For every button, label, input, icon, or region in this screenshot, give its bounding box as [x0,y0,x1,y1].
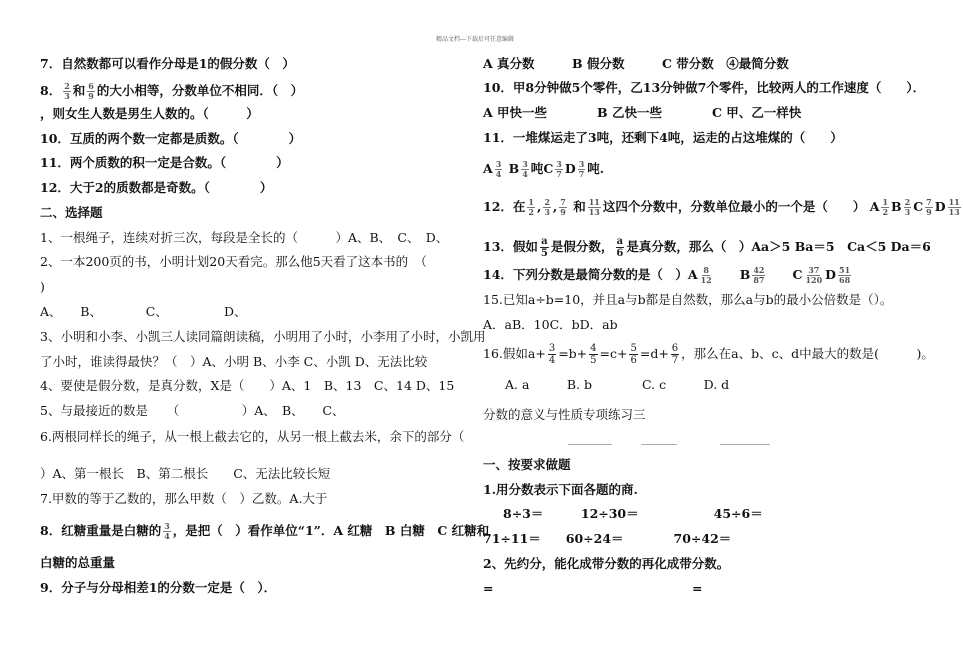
right-q11: 11．一堆煤运走了3吨，还剩下4吨，运走的占这堆煤的（ ） [483,130,843,145]
choice-q2-options: A、 B、 C、 D、 [40,304,247,319]
q12-and: 和 [573,199,586,214]
right-q16 [483,343,934,366]
option-letter: C [543,161,554,176]
fraction: $\frac{11}{13}$ [948,197,960,217]
fraction: $\frac{7}{9}$ [560,197,566,217]
option-letter: A [483,161,493,176]
q13-options: 是真分数，那么（ ）Aa＞5 Ba＝5 Ca＜5 Da＝6 [626,239,931,254]
fraction: $\frac{8}{12}$ [700,265,712,285]
task-2-title: 2、先约分，能化成带分数的再化成带分数。 [483,556,730,571]
choice-q2: 2、一本200页的书，小明计划20天看完。那么他5天看了这本书的 （ [40,254,427,269]
right-q13 [483,236,931,259]
unit-text: 吨 [530,161,544,176]
option-letter: C [913,199,924,214]
q12-prefix: 12．在 [483,199,526,214]
left-q9-continuation: ，则女生人数是男生人数的。（ ） [40,106,259,121]
choice-q5: 5、与最接近的数是 （ ）A、 B、 C、 [40,403,345,418]
choice-q3-line2: 了小时，谁读得最快？（ ）A、小明 B、小李 C、小凯 D、无法比较 [40,354,428,369]
fraction: $\frac{2}{3}$ [544,197,550,217]
fraction: $\frac{11}{13}$ [588,197,600,217]
q14-text: 14．下列分数是最简分数的是（ ）A [483,267,698,282]
choice-q9: 9．分子与分母相差1的分数一定是（ ）． [40,580,277,595]
equals-sign: = [692,581,703,596]
option-letter: D [825,267,836,282]
unit-text: 吨. [587,161,605,176]
fraction: $\frac{5}{6}$ [630,343,637,366]
q12-text: 这四个分数中，分数单位最小的一个是（ ） [602,199,866,214]
right-q9-options: A 真分数 B 假分数 C 带分数 ④最简分数 [483,56,789,71]
q8-prefix: 8． [40,83,62,98]
option-letter: B [739,267,751,282]
option-letter: C [792,267,803,282]
left-q10: 10．互质的两个数一定都是质数。（ ） [40,131,302,146]
task-1-title: 1.用分数表示下面各题的商. [483,482,638,497]
q16-term: =d+ [639,346,669,361]
fraction: $\frac{6}{7}$ [671,343,679,366]
choice-q6-line1: 6.两根同样长的绳子，从一根上截去它的，从另一根上截去米，余下的部分（ [40,429,465,444]
fraction: $\frac{4}{5}$ [590,343,597,366]
q13-prefix: 13．假如 [483,239,538,254]
q16-term: =c+ [599,346,628,361]
right-q10-options: A 甲快一些 B 乙快一些 C 甲、乙一样快 [483,105,802,120]
fraction: $\frac{51}{68}$ [839,265,851,285]
c8-prefix: 8．红糖重量是白糖的 [40,523,162,538]
section-title-tasks: 一、按要求做题 [483,457,571,472]
option-letter: B [891,199,902,214]
fraction: $\frac{1}{2}$ [882,197,889,217]
right-q12: 12．在 $\frac{1}{2}$ , $\frac{2}{3}$ , $\frac{7}{9}$ 和 $\frac{11}{13}$ 这四个分数中，分数单位最小的一个是（ ） A $\frac{1}{2}$ B $\frac{2}{3}$ C $\frac{7}{9}$ D $\frac{11}{13}$ [483,197,960,217]
choice-q4: 4、要使是假分数，是真分数，X是（ ）A、1 B、13 C、14 D、15 [40,378,455,393]
right-q15-options: A．aB．10C．bD．ab [483,317,618,332]
choice-q8 [40,522,489,541]
fraction: $\frac{a}{5}$ [540,236,548,259]
blank-line [720,444,770,445]
blank-line [641,444,677,445]
fraction: $\frac{2}{3}$ [904,197,911,217]
fraction: $\frac{3}{7}$ [578,159,585,179]
fraction: $\frac{7}{9}$ [926,197,932,217]
blank-line [568,444,612,445]
choice-q8-continuation: 白糖的总重量 [40,555,116,570]
task-1-row-1: 8÷3＝ 12÷30＝ 45÷6＝ [503,506,763,521]
option-letter: B [508,161,520,176]
fraction: $\frac{3}{4}$ [164,521,170,541]
right-q15: 15.已知a÷b=10，并且a与b都是自然数，那么a与b的最小公倍数是（）。 [483,292,893,307]
right-q14 [483,266,853,285]
fraction: $\frac{1}{2}$ [528,197,534,217]
exercise-three-title: 分数的意义与性质专项练习三 [483,407,646,422]
page-header: 精品文档---下载后可任意编辑 [435,36,515,43]
equals-sign: = [483,581,494,596]
fraction: $\frac{6}{9}$ [88,81,94,101]
option-letter: D [564,161,576,176]
left-q7: 7．自然数都可以看作分母是1的假分数（ ） [40,56,295,71]
choice-q6-line2: ）A、第一根长 B、第二根长 C、无法比较长短 [40,466,331,481]
q8-text: 的大小相等，分数单位不相同．（ ） [96,83,304,98]
q8-and: 和 [72,83,86,98]
c8-text: ，是把（ ）看作单位“1”．A 红糖 B 白糖 C 红糖和 [172,523,490,538]
left-q12: 12．大于2的质数都是奇数。（ ） [40,180,273,195]
choice-q2-close: ) [40,279,45,294]
left-q8 [40,82,303,101]
right-q16-options: A. a B. b C. c D. d [505,377,730,392]
fraction: $\frac{3}{4}$ [548,343,556,366]
q16-term: =b+ [558,346,588,361]
fraction: $\frac{a}{6}$ [616,236,624,259]
q16-text: ，那么在a、b、c、d中最大的数是( )。 [681,346,934,361]
section-title-choice: 二、选择题 [40,205,103,220]
q16-prefix: 16.假如a+ [483,346,546,361]
q13-text: 是假分数， [550,239,614,254]
option-letter: D [934,199,946,214]
fraction: $\frac{37}{120}$ [805,265,823,285]
left-q11: 11．两个质数的积一定是合数。（ ） [40,155,289,170]
fraction: $\frac{3}{4}$ [522,159,528,179]
right-q11-options [483,160,604,179]
option-letter: A [869,199,880,214]
task-1-row-2: 71÷11＝ 60÷24＝ 70÷42＝ [483,531,732,546]
fraction: $\frac{42}{87}$ [753,265,765,285]
fraction: $\frac{2}{3}$ [64,81,70,101]
choice-q1: 1、一根绳子，连续对折三次，每段是全长的（ ）A、B、 C、 D、 [40,230,449,245]
right-q10: 10．甲8分钟做5个零件，乙13分钟做7个零件，比较两人的工作速度（ ）． [483,80,926,95]
fraction: $\frac{3}{4}$ [495,159,502,179]
choice-q7: 7.甲数的等于乙数的，那么甲数（ ）乙数。A.大于 [40,491,328,506]
fraction: $\frac{3}{7}$ [556,159,562,179]
choice-q3-line1: 3、小明和小李、小凯三人读同篇朗读稿，小明用了小时，小李用了小时，小凯用 [40,329,486,344]
